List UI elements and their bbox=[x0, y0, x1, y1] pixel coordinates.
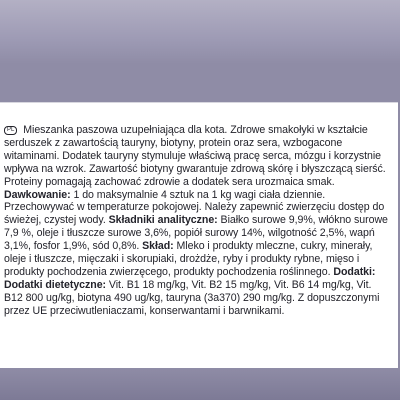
packaging-background-bottom bbox=[0, 368, 400, 400]
analytical-constituents-heading: Składniki analityczne: bbox=[108, 214, 218, 227]
product-description: Mieszanka paszowa uzupełniająca dla kota. Zdrowe smakołyki w kształcie serduszek z zawartością tauryny, biotyny, protein oraz sera, wzbogacone witaminami. Dodatek tauryny stymuluje właściwą pracę serca, mózgu i korzystnie wpływa na wzrok. Zawartość biotyny gwarantuje zdrową skórę i błyszczącą sierść. Proteiny pomagają zachować zdrowie a dodatek sera urozmaica smak. bbox=[4, 124, 386, 188]
language-badge: PL bbox=[4, 126, 17, 135]
label-text-block bbox=[4, 124, 391, 318]
packaging-background-top bbox=[0, 0, 400, 64]
additives-heading: Dodatki: Dodatki dietetyczne: bbox=[4, 265, 376, 291]
dosage-heading: Dawkowanie: bbox=[4, 188, 71, 201]
composition-heading: Skład: bbox=[142, 240, 174, 253]
composition-text: Mleko i produkty mleczne, cukry, minerały, oleje i tłuszcze, mięczaki i skorupiaki, drożdże, ryby i produkty rybne, mięso i produkty pochodzenia zwierzęcego, produkty pochodzenia roślinnego. bbox=[4, 240, 373, 278]
analytical-constituents-text: Białko surowe 9,9%, włókno surowe 7,9 %, oleje i tłuszcze surowe 3,6%, popiół surowy 14%, wilgotność 2,5%, wapń 3,1%, fosfor 1,9%, sód 0,8%. bbox=[4, 214, 388, 253]
dosage-text: 1 do maksymalnie 4 sztuk na 1 kg wagi ciała dziennie. Przechowywać w temperaturze pokojowej. Należy zapewnić zwierzęciu dostęp do świeżej, czystej wody. bbox=[4, 188, 385, 227]
additives-text: Vit. B1 18 mg/kg, Vit. B2 15 mg/kg, Vit. B6 14 mg/kg, Vit. B12 800 ug/kg, biotyna 490 ug/kg, tauryna (3a370) 290 mg/kg. Z dopuszczonymi przez UE przeciwutleniaczami, konserwantami i barwnikami. bbox=[4, 278, 380, 317]
product-label-panel bbox=[0, 102, 398, 368]
